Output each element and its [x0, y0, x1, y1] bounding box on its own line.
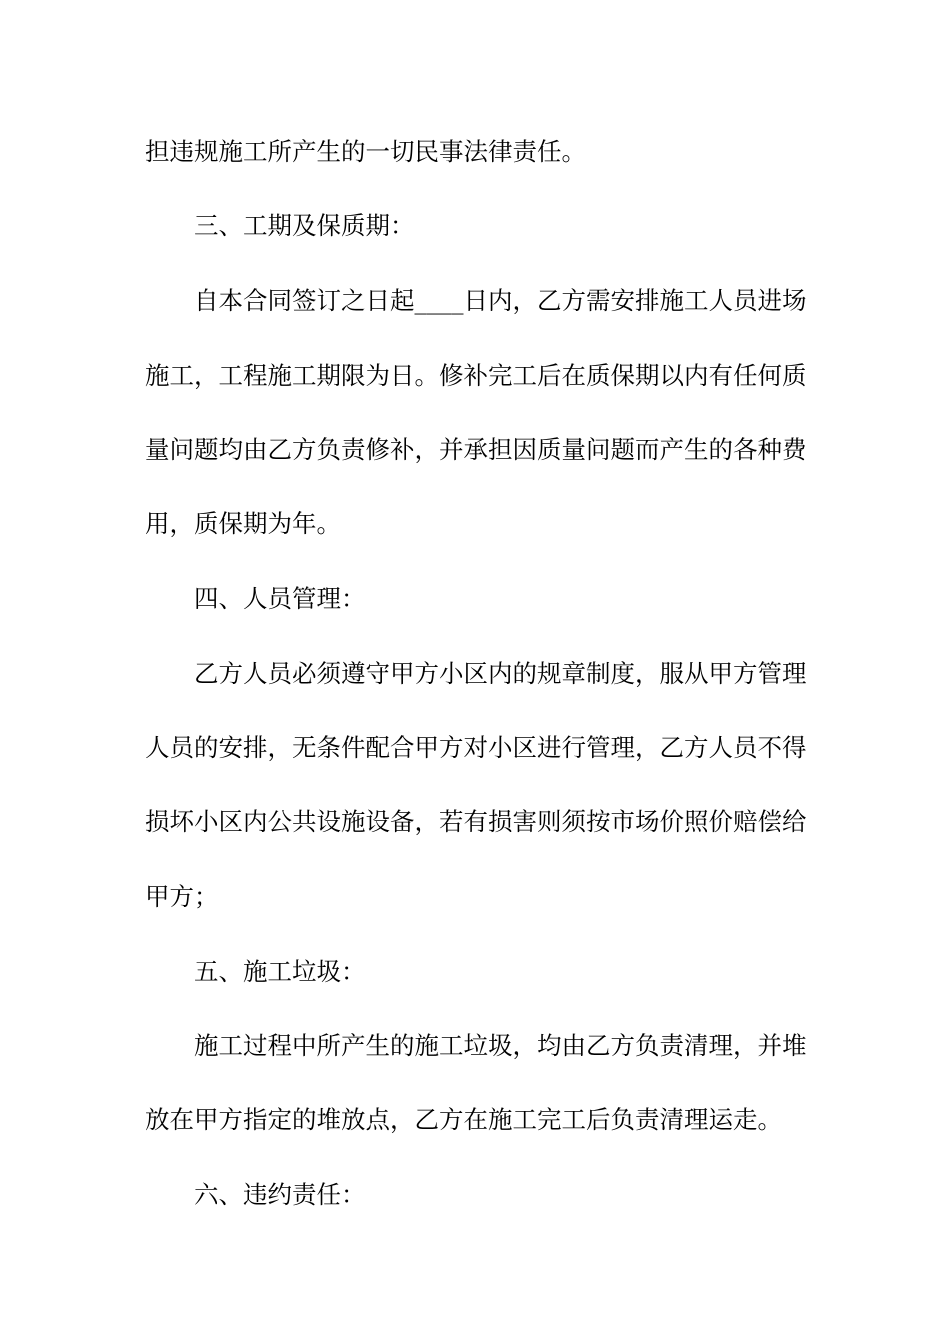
section-heading-liability: 六、违约责任：: [194, 1180, 366, 1209]
paragraph-line: 自本合同签订之日起____日内，乙方需安排施工人员进场: [194, 286, 807, 315]
paragraph-line: 用，质保期为年。: [145, 509, 341, 538]
section-heading-personnel: 四、人员管理：: [194, 584, 366, 613]
paragraph-line: 甲方；: [145, 882, 219, 911]
paragraph-line: 量问题均由乙方负责修补，并承担因质量问题而产生的各种费: [145, 435, 807, 464]
paragraph-line: 放在甲方指定的堆放点，乙方在施工完工后负责清理运走。: [145, 1105, 782, 1134]
paragraph-line: 施工过程中所产生的施工垃圾，均由乙方负责清理，并堆: [194, 1031, 807, 1060]
paragraph-line: 担违规施工所产生的一切民事法律责任。: [145, 137, 586, 166]
paragraph-line: 损坏小区内公共设施设备，若有损害则须按市场价照价赔偿给: [145, 807, 807, 836]
section-heading-schedule: 三、工期及保质期：: [194, 211, 415, 240]
section-heading-waste: 五、施工垃圾：: [194, 957, 366, 986]
paragraph-line: 人员的安排，无条件配合甲方对小区进行管理，乙方人员不得: [145, 733, 807, 762]
paragraph-line: 乙方人员必须遵守甲方小区内的规章制度，服从甲方管理: [194, 659, 807, 688]
paragraph-line: 施工，工程施工期限为日。修补完工后在质保期以内有任何质: [145, 361, 807, 390]
